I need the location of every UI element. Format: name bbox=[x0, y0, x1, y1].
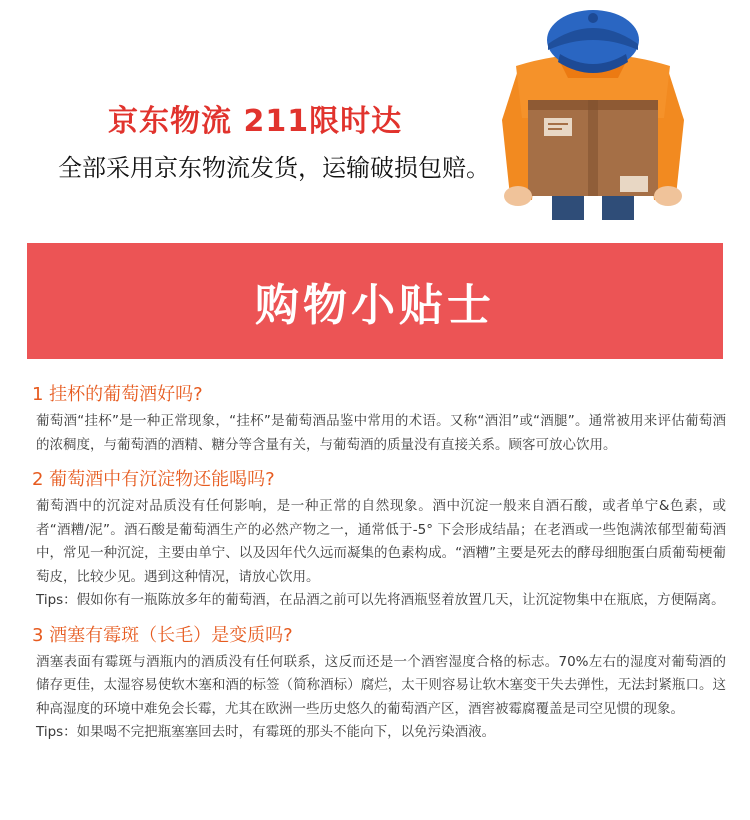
shopping-tips-banner bbox=[27, 243, 723, 359]
banner-title: 购物小贴士 bbox=[255, 280, 495, 331]
tips-section bbox=[30, 372, 726, 745]
tip-3: Tips：如果喝不完把瓶塞塞回去时，有霉斑的那头不能向下，以免污染酒液。 bbox=[36, 724, 496, 740]
answer-3: 酒塞表面有霉斑与酒瓶内的酒质没有任何联系，这反而还是一个酒窖湿度合格的标志。70%左右的湿度对葡萄酒的储存更佳，太湿容易使软木塞和酒的标签（简称酒标）腐烂，太干则容易让软木塞变干失去弹性，无法封紧瓶口。这种高湿度的环境中难免会长霉，尤其在欧洲一些历史悠久的葡萄酒产区，酒窖被霉腐覆盖是司空见惯的现象。 bbox=[36, 653, 726, 717]
tip-2: Tips：假如你有一瓶陈放多年的葡萄酒，在品酒之前可以先将酒瓶竖着放置几天，让沉淀物集中在瓶底，方便隔离。 bbox=[36, 592, 725, 608]
question-2: 2 葡萄酒中有沉淀物还能喝吗? bbox=[32, 469, 275, 490]
answer-2: 葡萄酒中的沉淀对品质没有任何影响，是一种正常的自然现象。酒中沉淀一般来自酒石酸，或者单宁&色素，或者“酒糟/泥”。酒石酸是葡萄酒生产的必然产物之一，通常低于-5° 下会形成结晶；在老酒或一些饱满浓郁型葡萄酒中，常见一种沉淀，主要由单宁、以及因年代久远而凝集的色素构成。“酒糟”主要是死去的酵母细胞蛋白质葡萄梗葡萄皮，比较少见。遇到这种情况，请放心饮用。 bbox=[36, 498, 726, 585]
question-3: 3 酒塞有霉斑（长毛）是变质吗? bbox=[32, 624, 293, 646]
question-1: 1 挂杯的葡萄酒好吗? bbox=[32, 384, 203, 405]
answer-1: 葡萄酒“挂杯”是一种正常现象，“挂杯”是葡萄酒品鉴中常用的术语。又称“酒泪”或“酒腿”。通常被用来评估葡萄酒的浓稠度，与葡萄酒的酒精、糖分等含量有关，与葡萄酒的质量没有直接关系。顾客可放心饮用。 bbox=[36, 413, 726, 453]
delivery-subtitle: 全部采用京东物流发货，运输破损包赔。 bbox=[58, 154, 490, 182]
courier-illustration bbox=[488, 0, 698, 222]
delivery-title: 京东物流 211限时达 bbox=[108, 104, 403, 139]
